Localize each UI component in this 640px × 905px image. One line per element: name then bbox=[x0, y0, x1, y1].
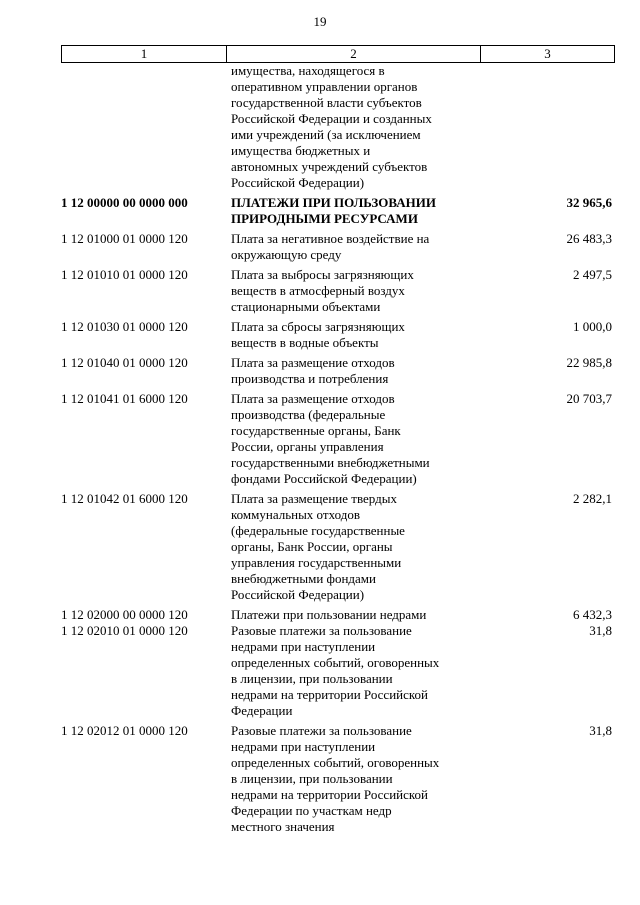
amount: 31,8 bbox=[589, 623, 612, 638]
amount: 2 282,1 bbox=[573, 491, 612, 506]
income-description: Плата за размещение твердых коммунальных отходов (федеральные государственные органы, Банк России, органы управления государственными внебюджетными фондами Российской Федерации) bbox=[231, 491, 405, 602]
budget-code: 1 12 01042 01 6000 120 bbox=[61, 491, 188, 506]
income-description: Платежи при пользовании недрами bbox=[231, 607, 427, 622]
budget-code: 1 12 00000 00 0000 000 bbox=[61, 195, 188, 210]
table-row bbox=[0, 63, 640, 191]
income-description: Плата за размещение отходов производства и потребления bbox=[231, 355, 395, 386]
table-row bbox=[0, 723, 640, 835]
income-description: Плата за негативное воздействие на окружающую среду bbox=[231, 231, 430, 262]
table-row bbox=[0, 391, 640, 487]
amount: 26 483,3 bbox=[566, 231, 612, 246]
column-header-2: 2 bbox=[227, 46, 481, 63]
income-description: Разовые платежи за пользование недрами при наступлении определенных событий, оговоренных в лицензии, при пользовании недрами на территории Российской Федерации по участкам недр местного значения bbox=[231, 723, 440, 834]
budget-code: 1 12 01000 01 0000 120 bbox=[61, 231, 188, 246]
table-row bbox=[0, 607, 640, 623]
budget-code: 1 12 01030 01 0000 120 bbox=[61, 319, 188, 334]
income-description: Плата за выбросы загрязняющих веществ в атмосферный воздух стационарными объектами bbox=[231, 267, 414, 314]
table-row bbox=[0, 355, 640, 387]
table-row bbox=[0, 319, 640, 351]
table-row bbox=[0, 195, 640, 227]
amount: 1 000,0 bbox=[573, 319, 612, 334]
amount: 32 965,6 bbox=[566, 195, 612, 210]
page-number: 19 bbox=[313, 14, 327, 29]
budget-code: 1 12 01041 01 6000 120 bbox=[61, 391, 188, 406]
income-description: имущества, находящегося в оперативном управлении органов государственной власти субъектов Российской Федерации и созданных ими учреждений (за исключением имущества бюджетных и автономных учреждений субъектов Российской Федерации) bbox=[231, 63, 432, 190]
amount: 6 432,3 bbox=[573, 607, 612, 622]
table-row bbox=[0, 231, 640, 263]
column-header-1: 1 bbox=[62, 46, 227, 63]
amount: 2 497,5 bbox=[573, 267, 612, 282]
income-description: Плата за сбросы загрязняющих веществ в водные объекты bbox=[231, 319, 405, 350]
budget-code: 1 12 02000 00 0000 120 bbox=[61, 607, 188, 622]
income-description: Плата за размещение отходов производства (федеральные государственные органы, Банк России, органы управления государственными внебюджетными фондами Российской Федерации) bbox=[231, 391, 430, 486]
column-header-row bbox=[62, 46, 615, 63]
budget-code: 1 12 02012 01 0000 120 bbox=[61, 723, 188, 738]
income-description: ПЛАТЕЖИ ПРИ ПОЛЬЗОВАНИИ ПРИРОДНЫМИ РЕСУРСАМИ bbox=[231, 195, 436, 226]
amount: 22 985,8 bbox=[566, 355, 612, 370]
table-row bbox=[0, 267, 640, 315]
amount: 20 703,7 bbox=[566, 391, 612, 406]
budget-table-body bbox=[0, 63, 640, 835]
budget-code: 1 12 02010 01 0000 120 bbox=[61, 623, 188, 638]
column-header-table bbox=[61, 45, 615, 63]
table-row bbox=[0, 623, 640, 719]
table-row bbox=[0, 491, 640, 603]
amount: 31,8 bbox=[589, 723, 612, 738]
budget-code: 1 12 01040 01 0000 120 bbox=[61, 355, 188, 370]
budget-code: 1 12 01010 01 0000 120 bbox=[61, 267, 188, 282]
column-header-3: 3 bbox=[481, 46, 615, 63]
income-description: Разовые платежи за пользование недрами при наступлении определенных событий, оговоренных в лицензии, при пользовании недрами на территории Российской Федерации bbox=[231, 623, 440, 718]
